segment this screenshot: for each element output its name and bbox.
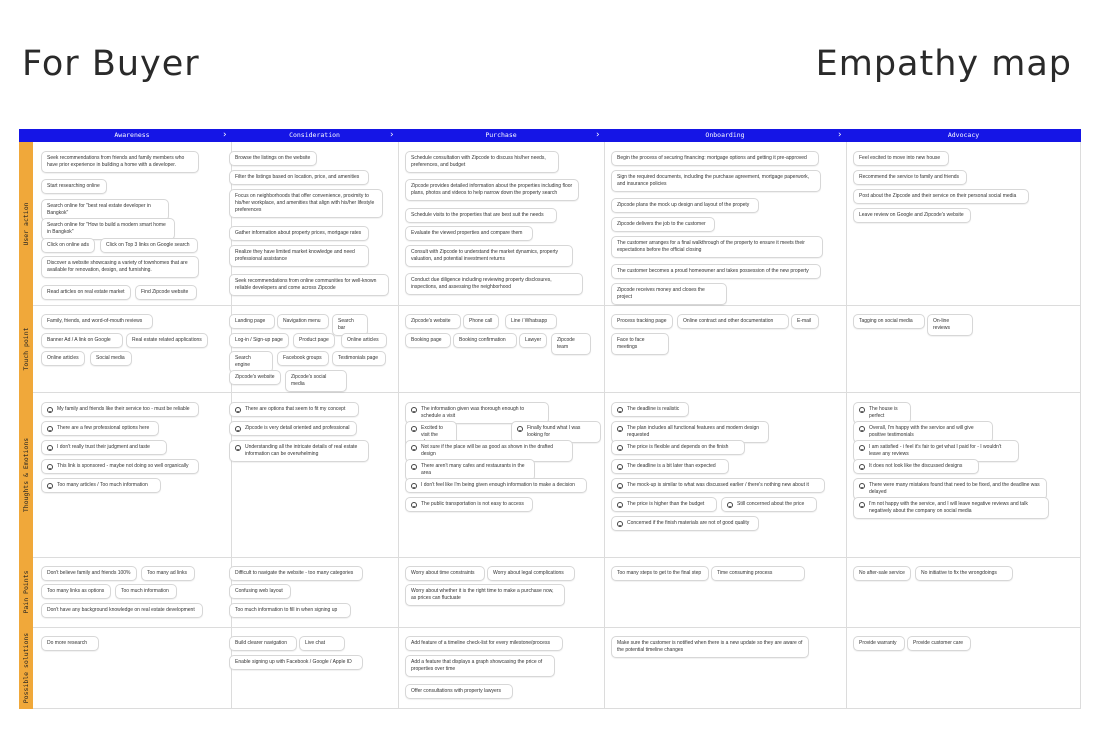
sticky-note-advocacy[interactable] xyxy=(927,314,973,336)
note-text: Schedule consultation with Zipcode to discuss his/her needs, preferences, and budget xyxy=(411,155,546,168)
note-text: Conduct due diligence including reviewing property disclosures, inspections, and assessing the neighborhood xyxy=(411,277,552,290)
note-text: Line / Whatsapp xyxy=(511,318,548,324)
note-text: Lawyer xyxy=(525,337,542,343)
note-text: I don't really trust their judgment and taste xyxy=(57,444,150,450)
note-text: Click on Top 3 links on Google search xyxy=(106,242,190,248)
chevron-right-icon: › xyxy=(596,130,600,140)
note-text: Evaluate the viewed properties and compare them xyxy=(411,230,523,236)
note-text: Search bar xyxy=(338,318,354,331)
emotion-note-advocacy[interactable] xyxy=(853,459,979,474)
sticky-note-awareness[interactable] xyxy=(135,285,197,300)
note-text: Concerned if the finish materials are not of good quality xyxy=(627,520,750,526)
sticky-note-awareness[interactable] xyxy=(126,333,208,348)
sticky-note-advocacy[interactable] xyxy=(853,208,971,223)
sticky-note-purchase[interactable] xyxy=(405,245,573,267)
note-text: I'm not happy with the service, and I will leave negative reviews and talk negatively about the company on social media xyxy=(869,501,1028,514)
sticky-note-purchase[interactable] xyxy=(405,566,485,581)
sticky-note-purchase[interactable] xyxy=(551,333,591,355)
sticky-note-purchase[interactable] xyxy=(405,636,563,651)
sticky-note-advocacy[interactable] xyxy=(853,170,967,185)
smiley-face-icon xyxy=(411,464,417,470)
smiley-face-icon xyxy=(235,407,241,413)
note-text: Provide customer care xyxy=(913,640,964,646)
smiley-face-icon xyxy=(411,445,417,451)
sticky-note-awareness[interactable] xyxy=(41,351,85,366)
sticky-note-advocacy[interactable] xyxy=(907,636,971,651)
sticky-note-awareness[interactable] xyxy=(41,636,99,651)
note-text: Realize they have limited market knowledge and need professional assistance xyxy=(235,249,355,262)
note-text: Understanding all the intricate details of real estate information can be overwhelming xyxy=(245,444,358,457)
sticky-note-purchase[interactable] xyxy=(463,314,499,329)
smiley-face-icon xyxy=(411,502,417,508)
note-text: I am satisfied - i feel it's fair to get what I paid for - I wouldn't leave any reviews xyxy=(869,444,1002,457)
note-text: Leave review on Google and Zipcode's website xyxy=(859,212,964,218)
note-text: My family and friends like their service too - must be reliable xyxy=(57,406,190,412)
emotion-note-onboarding[interactable] xyxy=(611,402,689,417)
note-text: Too many ad links xyxy=(147,570,188,576)
smiley-face-icon xyxy=(617,502,623,508)
note-text: Start researching online xyxy=(47,183,100,189)
emotion-note-awareness[interactable] xyxy=(41,421,159,436)
row-label-text: User action xyxy=(22,201,30,246)
sticky-note-onboarding[interactable] xyxy=(677,314,789,329)
note-text: Browse the listings on the website xyxy=(235,155,311,161)
grid-divider xyxy=(1080,142,1081,709)
stage-header-bar xyxy=(19,129,1081,142)
note-text: Live chat xyxy=(305,640,326,646)
row-label-text: Pain Points xyxy=(22,570,30,614)
note-text: There are options that seem to fit my concept xyxy=(245,406,346,412)
emotion-note-onboarding[interactable] xyxy=(611,478,825,493)
sticky-note-purchase[interactable] xyxy=(405,314,461,329)
stage-header-onboarding: Onboarding xyxy=(705,131,745,139)
sticky-note-purchase[interactable] xyxy=(405,684,513,699)
sticky-note-awareness[interactable] xyxy=(141,566,195,581)
note-text: Not sure if the place will be as good as shown in the drafted design xyxy=(421,444,554,457)
sticky-note-consideration[interactable] xyxy=(229,603,351,618)
smiley-face-icon xyxy=(859,502,865,508)
note-text: Search online for "How to build a modern smart home in Bangkok" xyxy=(47,222,166,235)
note-text: There were many mistakes found that need to be fixed, and the deadline was delayed xyxy=(869,482,1040,495)
sticky-note-advocacy[interactable] xyxy=(915,566,1013,581)
page-title: For Buyer xyxy=(22,44,200,84)
smiley-face-icon xyxy=(411,407,417,413)
page-subtitle: Empathy map xyxy=(815,44,1072,84)
smiley-face-icon xyxy=(859,426,865,432)
note-text: Discover a website showcasing a variety of townhomes that are available for renovation, design, and furnishing. xyxy=(47,260,188,273)
sticky-note-purchase[interactable] xyxy=(405,179,579,201)
note-text: Add feature of a timeline check-list for every milestone/process xyxy=(411,640,550,646)
note-text: Zipcode's website xyxy=(411,318,451,324)
note-text: I don't feel like I'm being given enough information to make a decision xyxy=(421,482,575,488)
note-text: The deadline is realistic xyxy=(627,406,680,412)
emotion-note-awareness[interactable] xyxy=(41,478,161,493)
note-text: Worry about legal complications xyxy=(493,570,564,576)
note-text: Booking confirmation xyxy=(459,337,506,343)
note-text: Focus on neighborhoods that offer convenience, proximity to his/her workplace, and amenities that align with his/her lifestyle preferences xyxy=(235,193,375,213)
emotion-note-onboarding[interactable] xyxy=(611,440,745,455)
note-text: Difficult to navigate the website - too many categories xyxy=(235,570,354,576)
note-text: Click on online ads xyxy=(47,242,89,248)
sticky-note-purchase[interactable] xyxy=(405,655,555,677)
row-label-pain-points xyxy=(19,557,33,627)
sticky-note-onboarding[interactable] xyxy=(611,217,715,232)
sticky-note-purchase[interactable] xyxy=(405,151,559,173)
grid-divider xyxy=(33,627,1081,628)
emotion-note-onboarding[interactable] xyxy=(611,516,759,531)
note-text: On-line reviews xyxy=(933,318,950,331)
smiley-face-icon xyxy=(617,445,623,451)
note-text: Seek recommendations from friends and family members who have prior experience in building a home with a developer. xyxy=(47,155,185,168)
note-text: Time consuming process xyxy=(717,570,773,576)
note-text: Zipcode's social media xyxy=(291,374,327,387)
note-text: Don't believe family and friends 100% xyxy=(47,570,131,576)
note-text: Search online for "best real estate developer in Bangkok" xyxy=(47,203,151,216)
note-text: The mock-up is similar to what was discussed earlier / there's nothing new about it xyxy=(627,482,809,488)
sticky-note-purchase[interactable] xyxy=(405,273,583,295)
note-text: Too much information to fill in when signing up xyxy=(235,607,338,613)
grid-divider xyxy=(846,142,847,709)
sticky-note-awareness[interactable] xyxy=(41,603,203,618)
sticky-note-onboarding[interactable] xyxy=(611,198,759,213)
note-text: Navigation menu xyxy=(283,318,321,324)
row-label-text: Possible solutions xyxy=(22,632,30,704)
note-text: The price is higher than the budget xyxy=(627,501,705,507)
note-text: Worry about whether it is the right time to make a purchase now, as prices can fluctuate xyxy=(411,588,554,601)
sticky-note-purchase[interactable] xyxy=(405,584,565,606)
smiley-face-icon xyxy=(617,521,623,527)
note-text: The plan includes all functional features and modern design requested xyxy=(627,425,760,438)
note-text: Search engine xyxy=(235,355,251,368)
sticky-note-onboarding[interactable] xyxy=(611,236,823,258)
emotion-note-purchase[interactable] xyxy=(405,497,533,512)
note-text: Online articles xyxy=(47,355,79,361)
note-text: Facebook groups xyxy=(283,355,322,361)
note-text: This link is sponsored - maybe not doing so well organically xyxy=(57,463,189,469)
sticky-note-consideration[interactable] xyxy=(229,370,281,385)
note-text: Phone call xyxy=(469,318,493,324)
emotion-note-awareness[interactable] xyxy=(41,402,199,417)
note-text: Read articles on real estate market xyxy=(47,289,125,295)
sticky-note-onboarding[interactable] xyxy=(611,333,669,355)
sticky-note-onboarding[interactable] xyxy=(611,264,821,279)
grid-divider xyxy=(33,305,1081,306)
emotion-note-consideration[interactable] xyxy=(229,402,359,417)
note-text: Schedule visits to the properties that are best suit the needs xyxy=(411,212,544,218)
smiley-face-icon xyxy=(517,426,523,432)
sticky-note-advocacy[interactable] xyxy=(853,189,1029,204)
sticky-note-purchase[interactable] xyxy=(519,333,547,348)
note-text: Zipcode provides detailed information about the properties including floor plans, photos and videos to help narrow down the property search xyxy=(411,183,573,196)
note-text: The public transportation is not easy to access xyxy=(421,501,524,507)
sticky-note-awareness[interactable] xyxy=(115,584,177,599)
smiley-face-icon xyxy=(617,426,623,432)
note-text: Feel excited to move into new house xyxy=(859,155,941,161)
note-text: E-mail xyxy=(797,318,812,324)
sticky-note-advocacy[interactable] xyxy=(853,314,925,329)
stage-header-awareness: Awareness xyxy=(114,131,150,139)
note-text: It does not look like the discussed designs xyxy=(869,463,963,469)
note-text: Confusing web layout xyxy=(235,588,283,594)
sticky-note-purchase[interactable] xyxy=(405,208,557,223)
note-text: Recommend the service to family and friends xyxy=(859,174,960,180)
note-text: Face to face meetings xyxy=(617,337,645,350)
note-text: Booking page xyxy=(411,337,442,343)
note-text: Log-in / Sign-up page xyxy=(235,337,283,343)
note-text: Zipcode team xyxy=(557,337,575,350)
sticky-note-onboarding[interactable] xyxy=(611,283,727,305)
sticky-note-advocacy[interactable] xyxy=(853,566,911,581)
note-text: Zipcode's website xyxy=(235,374,275,380)
note-text: Gather information about property prices, mortgage rates xyxy=(235,230,362,236)
sticky-note-consideration[interactable] xyxy=(229,245,369,267)
note-text: The house is perfect xyxy=(869,406,898,419)
emotion-note-onboarding[interactable] xyxy=(611,459,729,474)
note-text: Build clearer navigation xyxy=(235,640,287,646)
smiley-face-icon xyxy=(859,445,865,451)
emotion-note-advocacy[interactable] xyxy=(853,497,1049,519)
sticky-note-awareness[interactable] xyxy=(41,179,107,194)
sticky-note-awareness[interactable] xyxy=(100,238,198,253)
note-text: The information given was thorough enough to schedule a visit xyxy=(421,406,525,419)
sticky-note-consideration[interactable] xyxy=(229,274,389,296)
grid-divider xyxy=(33,557,1081,558)
stage-header-advocacy: Advocacy xyxy=(947,131,980,139)
grid-divider xyxy=(398,142,399,709)
smiley-face-icon xyxy=(47,464,53,470)
chevron-right-icon: › xyxy=(838,130,842,140)
sticky-note-purchase[interactable] xyxy=(453,333,517,348)
sticky-note-consideration[interactable] xyxy=(229,584,291,599)
sticky-note-awareness[interactable] xyxy=(41,314,153,329)
sticky-note-consideration[interactable] xyxy=(229,189,383,218)
note-text: Banner Ad / A link on Google xyxy=(47,337,111,343)
sticky-note-onboarding[interactable] xyxy=(711,566,805,581)
note-text: Consult with Zipcode to understand the market dynamics, property valuation, and potential investment returns xyxy=(411,249,559,262)
note-text: Too many links as options xyxy=(47,588,105,594)
smiley-face-icon xyxy=(859,464,865,470)
note-text: Filter the listings based on location, price, and amenities xyxy=(235,174,360,180)
sticky-note-consideration[interactable] xyxy=(277,351,329,366)
note-text: Seek recommendations from online communities for well-known reliable developers and come across Zipcode xyxy=(235,278,377,291)
sticky-note-awareness[interactable] xyxy=(41,584,111,599)
note-text: Find Zipcode website xyxy=(141,289,189,295)
emotion-note-awareness[interactable] xyxy=(41,459,199,474)
sticky-note-consideration[interactable] xyxy=(229,170,369,185)
note-text: Zipcode is very detail oriented and professional xyxy=(245,425,350,431)
sticky-note-consideration[interactable] xyxy=(293,333,335,348)
note-text: The customer becomes a proud homeowner and takes possession of the new property xyxy=(617,268,809,274)
note-text: Worry about time constraints xyxy=(411,570,475,576)
smiley-face-icon xyxy=(235,426,241,432)
note-text: Tagging on social media xyxy=(859,318,913,324)
sticky-note-consideration[interactable] xyxy=(299,636,345,651)
sticky-note-consideration[interactable] xyxy=(277,314,329,329)
note-text: Online contract and other documentation xyxy=(683,318,774,324)
note-text: Social media xyxy=(96,355,125,361)
note-text: There aren't many cafes and restaurants in the area xyxy=(421,463,525,476)
note-text: Testimonials page xyxy=(338,355,379,361)
sticky-note-awareness[interactable] xyxy=(41,218,175,240)
sticky-note-awareness[interactable] xyxy=(41,333,123,348)
note-text: Begin the process of securing financing: mortgage options and getting it pre-approved xyxy=(617,155,807,161)
smiley-face-icon xyxy=(859,483,865,489)
smiley-face-icon xyxy=(47,483,53,489)
row-label-touch-point xyxy=(19,305,33,392)
smiley-face-icon xyxy=(235,445,241,451)
smiley-face-icon xyxy=(617,483,623,489)
note-text: Post about the Zipcode and their service on their personal social media xyxy=(859,193,1017,199)
emotion-note-onboarding[interactable] xyxy=(721,497,817,512)
note-text: Enable signing up with Facebook / Google / Apple ID xyxy=(235,659,352,665)
note-text: Still concerned about the price xyxy=(737,501,805,507)
grid-divider xyxy=(33,392,1081,393)
emotion-note-consideration[interactable] xyxy=(229,440,369,462)
note-text: Finally found what I was looking for xyxy=(527,425,581,438)
row-label-possible-solutions xyxy=(19,627,33,709)
note-text: Sign the required documents, including the purchase agreement, mortgage paperwork, and insurance policies xyxy=(617,174,810,187)
smiley-face-icon xyxy=(411,426,417,432)
sticky-note-awareness[interactable] xyxy=(41,256,199,278)
chevron-right-icon: › xyxy=(223,130,227,140)
sticky-note-onboarding[interactable] xyxy=(611,170,821,192)
note-text: Too many articles / Too much information xyxy=(57,482,148,488)
smiley-face-icon xyxy=(859,407,865,413)
sticky-note-consideration[interactable] xyxy=(229,314,275,329)
sticky-note-onboarding[interactable] xyxy=(611,151,819,166)
sticky-note-advocacy[interactable] xyxy=(853,151,949,166)
note-text: The deadline is a bit later than expected xyxy=(627,463,716,469)
sticky-note-consideration[interactable] xyxy=(229,226,369,241)
sticky-note-consideration[interactable] xyxy=(229,636,297,651)
sticky-note-purchase[interactable] xyxy=(487,566,575,581)
note-text: Do more research xyxy=(47,640,88,646)
sticky-note-advocacy[interactable] xyxy=(853,636,905,651)
emotion-note-awareness[interactable] xyxy=(41,440,167,455)
sticky-note-consideration[interactable] xyxy=(285,370,347,392)
smiley-face-icon xyxy=(411,483,417,489)
sticky-note-consideration[interactable] xyxy=(332,351,386,366)
stage-header-purchase: Purchase xyxy=(485,131,517,139)
grid-divider xyxy=(33,708,1081,709)
row-label-user-action xyxy=(19,142,33,305)
note-text: Family, friends, and word-of-mouth reviews xyxy=(47,318,143,324)
note-text: Product page xyxy=(299,337,329,343)
emotion-note-purchase[interactable] xyxy=(405,478,587,493)
sticky-note-purchase[interactable] xyxy=(405,226,533,241)
sticky-note-consideration[interactable] xyxy=(229,655,363,670)
row-label-text: Touch point xyxy=(22,326,30,371)
chevron-right-icon: › xyxy=(390,130,394,140)
note-text: There are a few professional options here xyxy=(57,425,150,431)
sticky-note-purchase[interactable] xyxy=(505,314,557,329)
sticky-note-consideration[interactable] xyxy=(229,333,289,348)
stage-header-consideration: Consideration xyxy=(289,131,340,139)
sticky-note-consideration[interactable] xyxy=(341,333,387,348)
row-label-thoughts-emotions xyxy=(19,392,33,557)
smiley-face-icon xyxy=(47,407,53,413)
note-text: Zipcode plans the mock up design and layout of the propety xyxy=(617,202,750,208)
sticky-note-awareness[interactable] xyxy=(41,285,131,300)
note-text: The customer arranges for a final walkthrough of the property to ensure it meets their expectations before the official closing xyxy=(617,240,805,253)
note-text: No after-sale service xyxy=(859,570,905,576)
sticky-note-consideration[interactable] xyxy=(229,151,317,166)
sticky-note-onboarding[interactable] xyxy=(611,636,809,658)
note-text: Provide warranty xyxy=(859,640,897,646)
note-text: No initiative to fix the wrongdoings xyxy=(921,570,997,576)
smiley-face-icon xyxy=(47,426,53,432)
note-text: Zipcode delivers the job to the customer xyxy=(617,221,706,227)
note-text: Excited to visit the xyxy=(421,425,443,438)
note-text: Too many steps to get to the final step xyxy=(617,570,702,576)
sticky-note-consideration[interactable] xyxy=(229,566,363,581)
emotion-note-onboarding[interactable] xyxy=(611,497,717,512)
empathy-map-board xyxy=(19,129,1081,709)
note-text: Add a feature that displays a graph showcasing the price of properties over time xyxy=(411,659,543,672)
note-text: Zipcode receives money and closes the project xyxy=(617,287,705,300)
smiley-face-icon xyxy=(617,464,623,470)
note-text: Landing page xyxy=(235,318,266,324)
row-label-text: Thoughts & Emotions xyxy=(22,437,30,512)
note-text: Offer consultations with property lawyers xyxy=(411,688,501,694)
note-text: Overall, I'm happy with the service and will give positive testimonials xyxy=(869,425,974,438)
sticky-note-awareness[interactable] xyxy=(41,151,199,173)
sticky-note-onboarding[interactable] xyxy=(791,314,819,329)
sticky-note-onboarding[interactable] xyxy=(611,314,673,329)
grid-divider xyxy=(604,142,605,709)
sticky-note-purchase[interactable] xyxy=(405,333,451,348)
sticky-note-awareness[interactable] xyxy=(90,351,132,366)
note-text: Real estate related applications xyxy=(132,337,202,343)
note-text: Don't have any background knowledge on real estate development xyxy=(47,607,195,613)
sticky-note-awareness[interactable] xyxy=(41,238,95,253)
smiley-face-icon xyxy=(617,407,623,413)
note-text: Online articles xyxy=(347,337,379,343)
emotion-note-consideration[interactable] xyxy=(229,421,357,436)
sticky-note-awareness[interactable] xyxy=(41,566,137,581)
note-text: Too much information xyxy=(121,588,169,594)
note-text: Process tracking page xyxy=(617,318,667,324)
sticky-note-onboarding[interactable] xyxy=(611,566,709,581)
note-text: Make sure the customer is notified when there is a new update so they are aware of the potential timeline changes xyxy=(617,640,803,653)
smiley-face-icon xyxy=(47,445,53,451)
smiley-face-icon xyxy=(727,502,733,508)
note-text: The price is flexible and depends on the finish xyxy=(627,444,729,450)
